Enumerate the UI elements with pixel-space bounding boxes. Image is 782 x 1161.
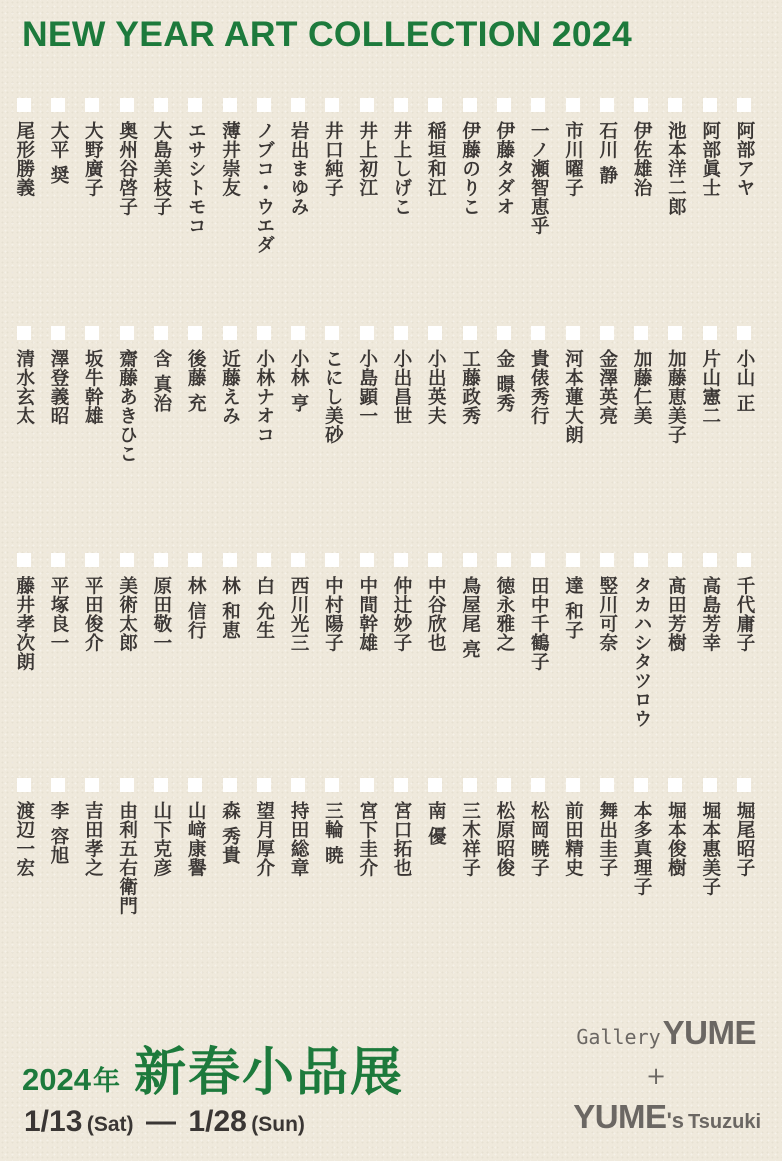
bullet-square: [600, 326, 614, 340]
artist-name: 大野廣子: [82, 121, 104, 197]
bullet-square: [120, 553, 134, 567]
artist-name: 井上初江: [356, 121, 378, 197]
bullet-square: [257, 326, 271, 340]
bullet-square: [600, 98, 614, 112]
bullet-square: [51, 778, 65, 792]
artist-name: 高島芳幸: [699, 576, 721, 652]
bullet-square: [51, 553, 65, 567]
artist-name: 小林 亨: [288, 349, 310, 413]
bullet-square: [394, 326, 408, 340]
artist-column: [213, 326, 247, 425]
artist-column: [247, 98, 281, 254]
artist-name: 平田俊介: [82, 576, 104, 652]
artist-name: エサシトモコ: [185, 121, 207, 235]
artist-column: [7, 553, 41, 671]
artist-name: 松原昭俊: [493, 801, 515, 877]
bullet-square: [668, 778, 682, 792]
bullet-square: [188, 326, 202, 340]
artist-column: [75, 778, 109, 877]
artist-column: [281, 778, 315, 877]
end-day: (Sun): [251, 1113, 305, 1136]
artist-column: [658, 326, 692, 444]
artist-name: 稲垣和江: [425, 121, 447, 197]
bullet-square: [463, 553, 477, 567]
artist-name: 吉田孝之: [82, 801, 104, 877]
artist-column: [350, 98, 384, 197]
artist-column: [7, 326, 41, 425]
bullet-square: [154, 326, 168, 340]
artist-name: 阿部アヤ: [734, 121, 755, 197]
bullet-square: [566, 778, 580, 792]
artist-column: [624, 553, 658, 728]
artist-column: [624, 778, 658, 896]
artist-column: [144, 553, 178, 652]
artist-column: [727, 778, 761, 877]
bullet-square: [291, 98, 305, 112]
artist-column: [727, 553, 761, 652]
artist-column: [350, 326, 384, 425]
artist-column: [144, 778, 178, 877]
artist-name: 舞出圭子: [596, 801, 618, 877]
artist-column: [418, 326, 452, 425]
artist-column: [556, 778, 590, 877]
artist-name: 三木祥子: [459, 801, 481, 877]
artist-column: [590, 326, 624, 425]
bullet-square: [17, 98, 31, 112]
artist-column: [144, 98, 178, 216]
artist-name: 李 容旭: [48, 801, 69, 865]
bullet-square: [634, 778, 648, 792]
artist-name: 竪川可奈: [596, 576, 618, 652]
artist-column: [315, 326, 349, 444]
gallery-yume-logo: [566, 1014, 756, 1052]
artist-name: 小山 正: [734, 349, 755, 413]
artist-name: 中村陽子: [322, 576, 344, 652]
artist-column: [624, 326, 658, 425]
artist-name: 山﨑康譽: [185, 801, 207, 877]
artist-name: 千代庸子: [734, 576, 755, 652]
artist-name: 仲辻妙子: [391, 576, 412, 652]
bullet-square: [85, 98, 99, 112]
artist-column: [41, 778, 75, 865]
artist-name: 井口純子: [322, 121, 344, 197]
artist-column: [178, 778, 212, 877]
artist-name: 坂牛幹雄: [82, 349, 104, 425]
artist-name: 工藤政秀: [459, 349, 481, 425]
bullet-square: [223, 778, 237, 792]
artist-name: タカハシタツロウ: [631, 576, 653, 728]
artist-column: [315, 778, 349, 865]
artist-name: 堀尾昭子: [734, 801, 755, 877]
bullet-square: [428, 553, 442, 567]
exhibition-year-kanji: 年: [92, 1066, 120, 1097]
artist-column: [350, 553, 384, 652]
bullet-square: [154, 778, 168, 792]
artist-name: 藤井孝次朗: [13, 576, 35, 671]
artist-name: 白 允生: [253, 576, 275, 640]
artist-name: 金 暻秀: [493, 349, 515, 413]
artist-name: 中谷欣也: [425, 576, 447, 652]
artist-column: [590, 98, 624, 185]
bullet-square: [154, 98, 168, 112]
artist-column: [281, 553, 315, 652]
bullet-square: [463, 326, 477, 340]
bullet-square: [428, 326, 442, 340]
artist-column: [590, 778, 624, 877]
artist-name: 市川曜子: [562, 121, 584, 197]
bullet-square: [531, 553, 545, 567]
artist-name: 松岡暁子: [528, 801, 550, 877]
exhibition-title: 新春小品展: [133, 1043, 404, 1103]
artist-name: 澤登義昭: [48, 349, 69, 425]
bullet-square: [17, 778, 31, 792]
bullet-square: [291, 778, 305, 792]
artist-column: [110, 326, 144, 463]
bullet-square: [120, 98, 134, 112]
artist-column: [453, 326, 487, 425]
artist-column: [590, 553, 624, 652]
artist-column: [521, 553, 555, 671]
artist-column: [453, 778, 487, 877]
artist-name: 小出昌世: [391, 349, 412, 425]
artist-name: 井上しげこ: [391, 121, 412, 216]
artist-column: [487, 98, 521, 216]
artist-column: [281, 98, 315, 216]
artist-column: [556, 98, 590, 197]
artist-column: [556, 326, 590, 444]
bullet-square: [223, 553, 237, 567]
bullet-square: [737, 326, 751, 340]
artist-name: 片山憲二: [699, 349, 721, 425]
bullet-square: [566, 553, 580, 567]
artist-column: [75, 326, 109, 425]
artist-column: [178, 553, 212, 640]
artist-name: 石川 静: [596, 121, 618, 185]
start-day: (Sat): [86, 1113, 134, 1136]
bullet-square: [325, 553, 339, 567]
artist-column: [624, 98, 658, 197]
artist-name: 三輪 暁: [322, 801, 344, 865]
bullet-square: [531, 778, 545, 792]
bullet-square: [188, 778, 202, 792]
artist-column: [75, 98, 109, 197]
bullet-square: [394, 98, 408, 112]
bullet-square: [497, 326, 511, 340]
bullet-square: [291, 553, 305, 567]
artist-name: 持田総章: [288, 801, 310, 877]
artist-column: [487, 326, 521, 413]
bullet-square: [154, 553, 168, 567]
artist-column: [384, 326, 418, 425]
exhibition-year: 2024: [22, 1062, 91, 1097]
artist-column: [658, 553, 692, 652]
artist-name: 河本蓮大朗: [562, 349, 584, 444]
artist-column: [41, 98, 75, 185]
artist-name: 齋藤あきひこ: [116, 349, 138, 463]
bullet-square: [223, 98, 237, 112]
bullet-square: [291, 326, 305, 340]
bullet-square: [120, 326, 134, 340]
bullet-square: [531, 98, 545, 112]
bullet-square: [257, 98, 271, 112]
artist-name: 阿部眞士: [699, 121, 721, 197]
bullet-square: [51, 98, 65, 112]
bullet-square: [360, 778, 374, 792]
artist-name: 達 和子: [562, 576, 584, 640]
exhibition-heading: [22, 1030, 404, 1103]
page-title: NEW YEAR ART COLLECTION 2024: [22, 14, 633, 54]
bullet-square: [394, 553, 408, 567]
artist-column: [178, 326, 212, 413]
artist-name: 宮下圭介: [356, 801, 378, 877]
bullet-square: [325, 98, 339, 112]
artist-name: 加藤恵美子: [665, 349, 687, 444]
bullet-square: [497, 553, 511, 567]
artist-column: [7, 778, 41, 877]
bullet-square: [85, 553, 99, 567]
artist-name: 田中千鶴子: [528, 576, 550, 671]
bullet-square: [428, 98, 442, 112]
bullet-square: [531, 326, 545, 340]
artist-column: [727, 326, 761, 413]
artist-name: 伊藤タダオ: [493, 121, 515, 216]
artist-column: [418, 553, 452, 652]
artist-name: こにし美砂: [322, 349, 344, 444]
artist-column: [315, 98, 349, 197]
bullet-square: [360, 553, 374, 567]
date-separator: —: [145, 1105, 176, 1138]
bullet-square: [51, 326, 65, 340]
bullet-square: [85, 326, 99, 340]
artist-name: 中間幹雄: [356, 576, 378, 652]
artist-column: [693, 553, 727, 652]
artist-column: [418, 778, 452, 846]
artist-name: 小林ナオコ: [253, 349, 275, 444]
artist-column: [453, 553, 487, 659]
artist-name: 後藤 充: [185, 349, 207, 413]
exhibition-dates: [24, 1105, 305, 1139]
artist-name: 尾形勝義: [13, 121, 35, 197]
bullet-square: [566, 98, 580, 112]
artist-name: 南 優: [425, 801, 447, 846]
artist-column: [247, 553, 281, 640]
bullet-square: [360, 326, 374, 340]
artist-column: [487, 778, 521, 877]
artist-name: 西川光三: [288, 576, 310, 652]
artist-column: [213, 553, 247, 640]
artist-column: [693, 778, 727, 896]
bullet-square: [394, 778, 408, 792]
bullet-square: [257, 778, 271, 792]
artist-name: 森 秀貴: [219, 801, 241, 865]
artist-column: [75, 553, 109, 652]
artist-name: 奥州谷啓子: [116, 121, 138, 216]
bullet-square: [703, 98, 717, 112]
artist-name: 貴俵秀行: [528, 349, 550, 425]
artist-column: [384, 553, 418, 652]
bullet-square: [668, 553, 682, 567]
artist-name: 小島顕一: [356, 349, 378, 425]
bullet-square: [737, 778, 751, 792]
artist-column: [144, 326, 178, 413]
artist-name: ノブコ・ウエダ: [253, 121, 275, 254]
bullet-square: [85, 778, 99, 792]
artist-name: 大島美枝子: [150, 121, 172, 216]
artist-name: 美術太郎: [116, 576, 138, 652]
bullet-square: [223, 326, 237, 340]
artist-name: 山下克彦: [150, 801, 172, 877]
artist-column: [315, 553, 349, 652]
artist-column: [453, 98, 487, 216]
bullet-square: [120, 778, 134, 792]
second-gallery-name: YUME: [573, 1098, 667, 1135]
artist-name: 林 信行: [185, 576, 207, 640]
artist-column: [213, 98, 247, 197]
end-date: 1/28: [188, 1105, 247, 1138]
bullet-square: [325, 326, 339, 340]
artist-name: 大平 奨: [48, 121, 69, 185]
artist-column: [350, 778, 384, 877]
bullet-square: [325, 778, 339, 792]
artist-column: [178, 98, 212, 235]
artist-name: 一ノ瀬智恵乎: [528, 121, 550, 235]
second-gallery-suffix: Tsuzuki: [688, 1111, 761, 1133]
gallery-yumes-tsuzuki-logo: [556, 1098, 761, 1136]
artist-column: [110, 553, 144, 652]
bullet-square: [634, 326, 648, 340]
gallery-name: YUME: [662, 1014, 756, 1051]
bullet-square: [600, 553, 614, 567]
bullet-square: [497, 778, 511, 792]
artist-name: 伊佐雄治: [631, 121, 653, 197]
bullet-square: [668, 326, 682, 340]
artist-name: 徳永雅之: [493, 576, 515, 652]
artist-name: 伊藤のりこ: [459, 121, 481, 216]
bullet-square: [17, 553, 31, 567]
bullet-square: [188, 98, 202, 112]
artist-column: [7, 98, 41, 197]
artist-column: [384, 98, 418, 216]
artist-column: [521, 326, 555, 425]
bullet-square: [703, 778, 717, 792]
artist-name: 前田精史: [562, 801, 584, 877]
artist-column: [487, 553, 521, 652]
artist-name: 近藤えみ: [219, 349, 241, 425]
artist-name: 小出英夫: [425, 349, 447, 425]
artist-name: 堀本惠美子: [699, 801, 721, 896]
artist-name: 堀本俊樹: [665, 801, 687, 877]
bullet-square: [600, 778, 614, 792]
bullet-square: [497, 98, 511, 112]
artist-column: [247, 326, 281, 444]
artist-column: [521, 778, 555, 877]
artist-name: 池本洋二郎: [665, 121, 687, 216]
bullet-square: [737, 98, 751, 112]
artist-column: [41, 553, 75, 652]
artist-name: 髙田芳樹: [665, 576, 687, 652]
bullet-square: [668, 98, 682, 112]
artist-name: 由利五右衛門: [116, 801, 138, 915]
artist-column: [247, 778, 281, 877]
artist-name: 金澤英亮: [596, 349, 618, 425]
bullet-square: [428, 778, 442, 792]
bullet-square: [463, 98, 477, 112]
bullet-square: [566, 326, 580, 340]
artist-name: 加藤仁美: [631, 349, 653, 425]
artist-column: [418, 98, 452, 197]
artist-column: [41, 326, 75, 425]
artist-name: 望月厚介: [253, 801, 275, 877]
artist-column: [281, 326, 315, 413]
bullet-square: [634, 553, 648, 567]
artist-name: 林 和恵: [219, 576, 241, 640]
artist-column: [658, 98, 692, 216]
bullet-square: [17, 326, 31, 340]
artist-name: 清水玄太: [13, 349, 35, 425]
artist-column: [521, 98, 555, 235]
artist-column: [110, 98, 144, 216]
second-gallery-apostrophe: 's: [666, 1108, 685, 1133]
artist-column: [384, 778, 418, 877]
artist-column: [693, 98, 727, 197]
artist-column: [110, 778, 144, 915]
bullet-square: [360, 98, 374, 112]
artist-column: [658, 778, 692, 877]
artist-name: 岩出まゆみ: [288, 121, 310, 216]
bullet-square: [703, 326, 717, 340]
artist-name: 鳥屋尾 亮: [459, 576, 481, 659]
artist-name: 宮口拓也: [391, 801, 412, 877]
bullet-square: [463, 778, 477, 792]
artist-column: [727, 98, 761, 197]
bullet-square: [737, 553, 751, 567]
artist-name: 渡辺一宏: [13, 801, 35, 877]
bullet-square: [188, 553, 202, 567]
start-date: 1/13: [24, 1105, 83, 1138]
bullet-square: [634, 98, 648, 112]
artist-name: 平塚良一: [48, 576, 69, 652]
artist-name: 含 真治: [150, 349, 172, 413]
artist-name: 原田敬一: [150, 576, 172, 652]
artist-name: 本多真理子: [631, 801, 653, 896]
artist-name: 薄井崇友: [219, 121, 241, 197]
artist-column: [213, 778, 247, 865]
bullet-square: [257, 553, 271, 567]
artist-column: [556, 553, 590, 640]
artist-column: [693, 326, 727, 425]
plus-sign: +: [645, 1062, 667, 1090]
bullet-square: [703, 553, 717, 567]
gallery-word: Gallery: [576, 1025, 661, 1049]
